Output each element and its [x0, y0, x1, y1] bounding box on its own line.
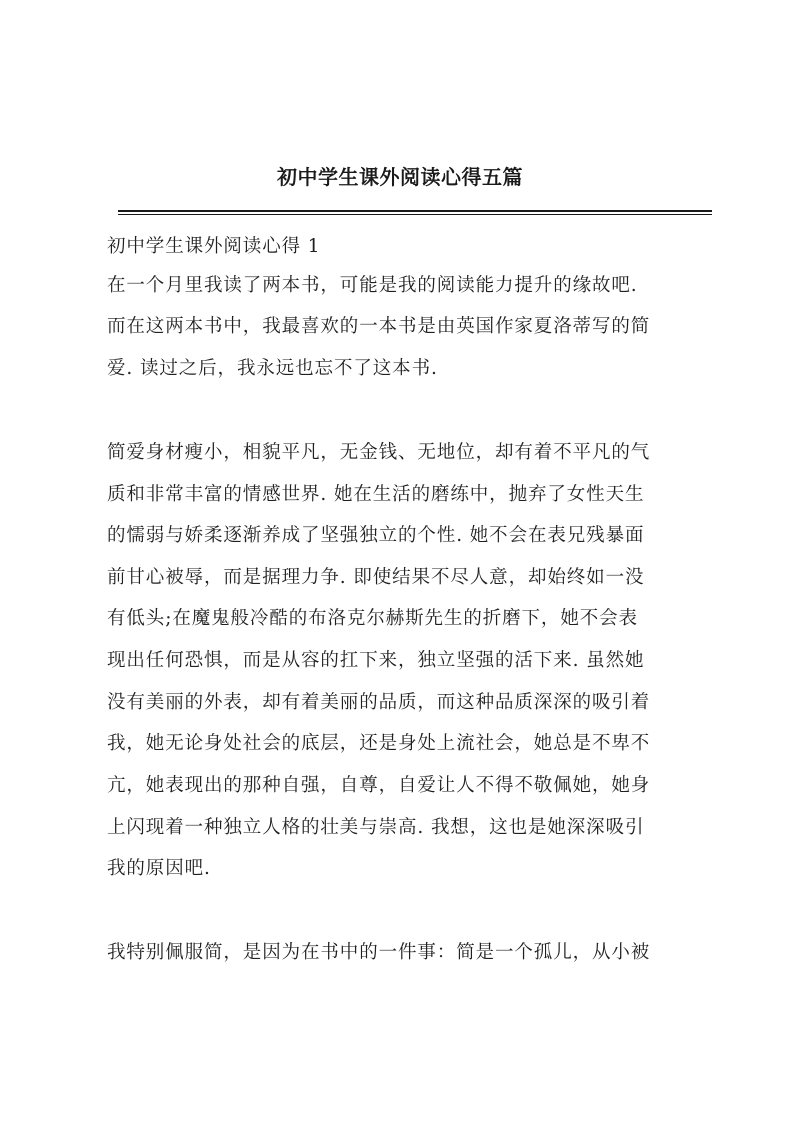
title-divider-thick [118, 210, 712, 212]
paragraph-2-line-5: 有低头;在魔鬼般冷酷的布洛克尔赫斯先生的折磨下，她不会表 [107, 608, 638, 629]
paragraph-2-line-7: 没有美丽的外表，却有着美丽的品质，而这种品质深深的吸引着 [107, 692, 651, 713]
paragraph-2-line-4: 前甘心被辱，而是据理力争. 即使结果不尽人意，却始终如一没 [107, 567, 645, 588]
title-divider-thin [118, 214, 712, 215]
paragraph-3-line-1: 我特别佩服简，是因为在书中的一件事：简是一个孤儿，从小被 [107, 942, 651, 963]
paragraph-2-line-11: 我的原因吧. [107, 858, 211, 879]
paragraph-2-line-1: 简爱身材瘦小，相貌平凡，无金钱、无地位，却有着不平凡的气 [107, 442, 651, 463]
paragraph-1-line-3: 爱. 读过之后，我永远也忘不了这本书. [107, 358, 438, 379]
paragraph-2-line-10: 上闪现着一种独立人格的壮美与崇高. 我想，这也是她深深吸引 [107, 817, 645, 838]
paragraph-1-line-1: 在一个月里我读了两本书，可能是我的阅读能力提升的缘故吧. [107, 275, 638, 296]
paragraph-2-line-8: 我，她无论身处社会的底层，还是身处上流社会，她总是不卑不 [107, 733, 651, 754]
paragraph-2-line-3: 的懦弱与娇柔逐渐养成了坚强独立的个性. 她不会在表兄残暴面 [107, 525, 645, 546]
section-heading: 初中学生课外阅读心得 1 [107, 236, 321, 257]
paragraph-2-line-6: 现出任何恐惧，而是从容的扛下来，独立坚强的活下来. 虽然她 [107, 650, 645, 671]
document-title: 初中学生课外阅读心得五篇 [277, 165, 523, 189]
paragraph-1-line-2: 而在这两本书中，我最喜欢的一本书是由英国作家夏洛蒂写的简 [107, 316, 651, 337]
paragraph-2-line-9: 亢，她表现出的那种自强，自尊，自爱让人不得不敬佩她，她身 [107, 775, 651, 796]
paragraph-2-line-2: 质和非常丰富的情感世界. 她在生活的磨练中，抛弃了女性天生 [107, 484, 645, 505]
